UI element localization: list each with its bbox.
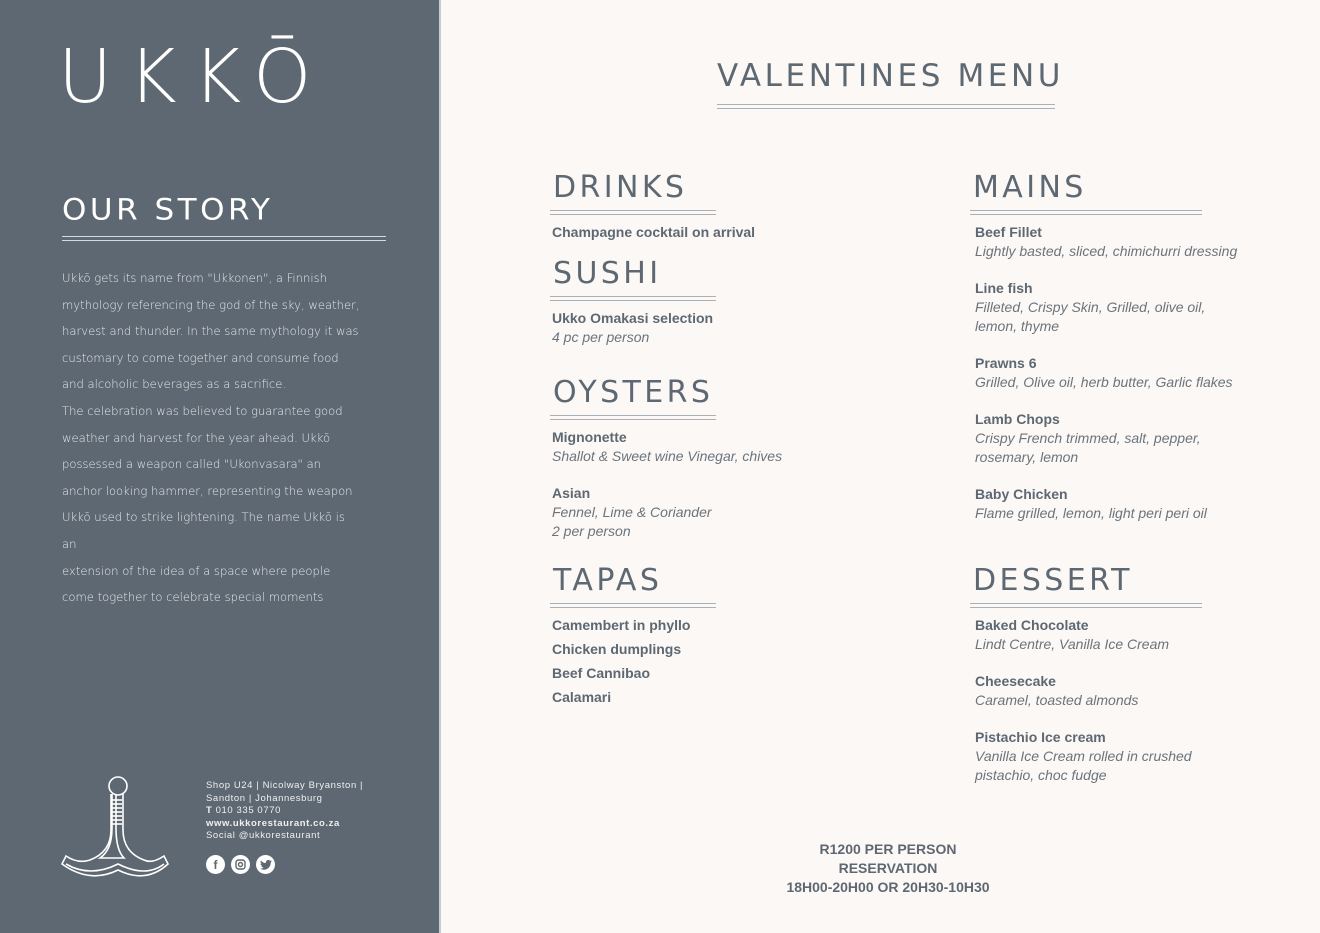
item-description: rosemary, lemon [975,449,1079,465]
section-title: MAINS [973,170,1087,205]
phone-number[interactable]: 010 335 0770 [215,805,281,817]
menu-item [552,428,782,466]
item-description: Crispy French trimmed, salt, pepper, [975,430,1201,446]
story-line: extension of the idea of a space where people [62,563,331,578]
menu-item [552,223,755,242]
item-description: 4 pc per person [552,329,650,345]
menu-item [552,688,716,707]
logo: UKKŌ [58,34,328,120]
address-line: Shop U24 | Nicolway Bryanston | [206,780,364,791]
item-description: pistachio, choc fudge [975,767,1107,783]
section-divider [550,210,716,215]
story-body [62,265,362,611]
price-and-reservation [738,840,1038,897]
address-line: Sandton | Johannesburg [206,792,323,804]
item-name: Ukko Omakasi selection [552,310,714,326]
twitter-icon[interactable] [256,855,275,874]
section-sushi [550,256,716,365]
menu-title-divider [717,104,1055,109]
section-divider [550,415,716,420]
social-links [206,855,275,874]
section-dessert [970,563,1202,803]
story-line: Ukkō used to strike lightening. The name Ukkō is an [62,510,345,551]
section-divider [550,296,716,301]
story-title-divider [62,236,386,241]
menu-item [975,223,1237,261]
item-name: Lamb Chops [975,411,1060,427]
story-title: OUR STORY [62,192,274,228]
story-line: weather and harvest for the year ahead. Ukkō [62,430,331,445]
menu-item [975,279,1237,336]
section-oysters [550,375,783,559]
section-divider [550,603,716,608]
phone-label: T [206,805,213,817]
instagram-icon[interactable] [231,855,250,874]
item-description: Shallot & Sweet wine Vinegar, chives [552,448,783,464]
item-name: Camembert in phyllo [552,617,691,633]
item-name: Cheesecake [975,673,1056,689]
menu-item [552,484,782,541]
item-name: Mignonette [552,429,627,445]
item-description: Lightly basted, sliced, chimichurri dressing [975,243,1238,259]
story-line: mythology referencing the god of the sky, weather, [62,297,360,312]
menu-item [552,309,716,347]
menu-item [975,485,1237,523]
section-drinks [550,170,756,260]
item-description: Grilled, Olive oil, herb butter, Garlic flakes [975,374,1233,390]
phone-line [206,805,363,818]
facebook-icon[interactable]: f [206,855,225,874]
item-name: Baked Chocolate [975,617,1089,633]
item-name: Pistachio Ice cream [975,729,1106,745]
story-line: customary to come together and consume food [62,350,339,365]
section-title: OYSTERS [553,375,714,410]
item-name: Chicken dumplings [552,641,682,657]
item-name: Baby Chicken [975,486,1068,502]
item-name: Line fish [975,280,1033,296]
menu-item [975,616,1202,654]
menu-item [975,672,1202,710]
item-name: Beef Cannibao [552,665,651,681]
menu-item [975,354,1237,392]
menu-item [552,640,716,659]
item-name: Calamari [552,689,612,705]
sidebar [0,0,439,933]
price-text: R1200 PER PERSON [819,841,957,857]
section-title: DESSERT [973,563,1133,598]
item-description: Caramel, toasted almonds [975,692,1139,708]
social-handle: Social @ukkorestaurant [206,830,321,842]
story-line: possessed a weapon called "Ukonvasara" an [62,457,322,472]
item-description: Filleted, Crispy Skin, Grilled, olive oil, [975,299,1206,315]
story-line: anchor looking hammer, representing the weapon [62,483,353,498]
website-link[interactable]: www.ukkorestaurant.co.za [206,817,340,829]
section-mains [970,170,1238,541]
item-description: Lindt Centre, Vanilla Ice Cream [975,636,1170,652]
contact-info [206,780,363,843]
item-description: Flame grilled, lemon, light peri peri oil [975,505,1207,521]
item-description: Vanilla Ice Cream rolled in crushed [975,748,1192,764]
item-name: Beef Fillet [975,224,1042,240]
menu-item [975,728,1202,785]
section-title: SUSHI [553,256,662,291]
anchor-hammer-icon [60,772,170,884]
item-name: Asian [552,485,591,501]
section-tapas [550,563,716,712]
menu-title: VALENTINES MENU [717,58,1065,94]
item-name: Prawns 6 [975,355,1037,371]
story-line: and alcoholic beverages as a sacrifice. [62,377,287,392]
section-title: TAPAS [553,563,663,598]
item-description: Fennel, Lime & Coriander [552,504,712,520]
story-line: harvest and thunder. In the same mythology it was [62,324,359,339]
story-line: come together to celebrate special moments [62,590,324,605]
reservation-times: 18H00-20H00 OR 20H30-10H30 [786,879,990,895]
section-title: DRINKS [553,170,688,205]
item-name: Champagne cocktail on arrival [552,224,756,240]
reservation-label: RESERVATION [838,860,938,876]
menu-item [552,616,716,635]
section-divider [970,603,1202,608]
menu-item [552,664,716,683]
story-line: The celebration was believed to guarantee good [62,403,343,418]
menu-item [975,410,1237,467]
section-divider [970,210,1202,215]
item-description: lemon, thyme [975,318,1060,334]
item-description: 2 per person [552,523,631,539]
story-line: Ukkō gets its name from "Ukkonen", a Finnish [62,271,327,285]
